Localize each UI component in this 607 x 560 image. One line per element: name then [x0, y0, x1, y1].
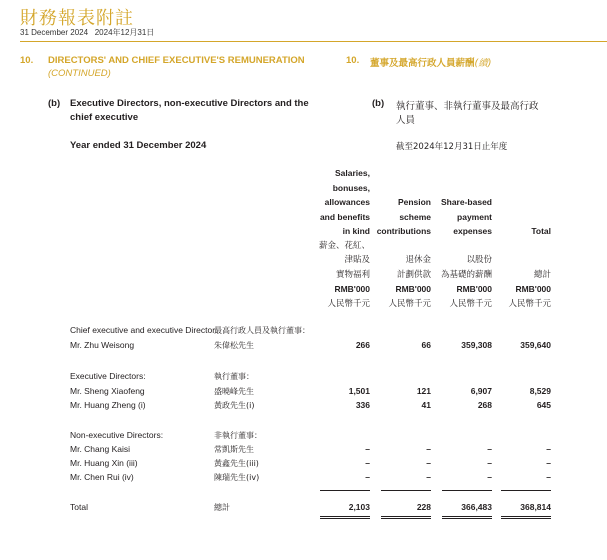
- subsection-title-zh-2: 人員: [396, 115, 416, 126]
- cell-share-based: –: [487, 458, 492, 468]
- col2-unit-en: RMB'000: [395, 284, 431, 294]
- total-pension: 228: [416, 502, 431, 512]
- row-name-en: Mr. Chang Kaisi: [70, 444, 130, 454]
- row-name-en: Mr. Huang Xin (iii): [70, 458, 138, 468]
- row-name-en: Mr. Zhu Weisong: [70, 340, 135, 350]
- cell-total: 359,640: [520, 340, 551, 350]
- col2-en-3: contributions: [376, 226, 431, 236]
- cell-pension: 41: [421, 400, 431, 410]
- report-date-en: 31 December 2024: [20, 28, 89, 37]
- subsection-title-en-1: Executive Directors, non-executive Directors and the: [70, 98, 309, 109]
- col1-en-3: allowances: [324, 197, 370, 207]
- section-number-en: 10.: [20, 55, 34, 66]
- col4-en-1: Total: [531, 226, 551, 236]
- cell-salaries: –: [365, 472, 370, 482]
- col3-en-1: Share-based: [440, 197, 492, 207]
- col3-en-3: expenses: [453, 226, 492, 236]
- section-continued-en: (CONTINUED): [48, 68, 111, 79]
- cell-total: 8,529: [529, 386, 551, 396]
- col1-zh-3: 實物福利: [335, 269, 370, 280]
- total-rule-bottom: [320, 516, 370, 517]
- row-name-zh: 黃鑫先生(iii): [214, 459, 259, 468]
- section-continued-zh: (續): [474, 58, 492, 69]
- cell-pension: 66: [421, 340, 431, 350]
- cell-share-based: –: [487, 472, 492, 482]
- col2-zh-1: 退休金: [405, 255, 431, 265]
- total-total: 368,814: [520, 502, 551, 512]
- col2-zh-2: 計劃供款: [396, 269, 431, 280]
- row-name-zh: 常凱斯先生: [214, 445, 254, 454]
- cell-pension: –: [426, 444, 431, 454]
- page-title: 財務報表附註: [20, 8, 134, 29]
- col4-unit-zh: 人民幣千元: [508, 298, 551, 309]
- period-en: Year ended 31 December 2024: [70, 140, 207, 151]
- cell-salaries: –: [365, 458, 370, 468]
- group-label-ceo-zh: 最高行政人員及執行董事：: [214, 326, 310, 335]
- col3-zh-1: 以股份: [466, 255, 492, 265]
- col1-en-4: and benefits: [319, 211, 370, 222]
- cell-pension: –: [426, 458, 431, 468]
- total-rule-bottom: [381, 518, 431, 519]
- col3-unit-en: RMB'000: [456, 284, 492, 294]
- cell-total: –: [546, 444, 551, 454]
- total-rule-bottom: [381, 516, 431, 517]
- group-label-exec-en: Executive Directors:: [70, 371, 146, 381]
- col2-en-2: scheme: [399, 211, 431, 222]
- section-title-en: DIRECTORS' AND CHIEF EXECUTIVE'S REMUNERATION: [48, 55, 305, 66]
- cell-salaries: 336: [355, 400, 370, 410]
- group-label-exec-zh: 執行董事：: [214, 372, 254, 381]
- cell-salaries: 266: [355, 340, 370, 350]
- total-rule-bottom: [501, 516, 551, 517]
- report-date: [20, 27, 154, 38]
- total-rule-top: [320, 490, 370, 491]
- cell-pension: –: [426, 472, 431, 482]
- col2-en-1: Pension: [397, 197, 431, 207]
- total-label-zh: 總計: [214, 503, 230, 512]
- total-rule-bottom: [442, 516, 492, 517]
- cell-salaries: –: [365, 444, 370, 454]
- cell-share-based: 6,907: [470, 386, 492, 396]
- total-rule-top: [442, 490, 492, 491]
- cell-share-based: 359,308: [461, 340, 492, 350]
- col2-unit-zh: 人民幣千元: [388, 298, 431, 309]
- col3-en-2: payment: [457, 211, 492, 222]
- col1-zh-2: 津貼及: [344, 255, 370, 265]
- col1-zh-1: 薪金、花紅、: [318, 240, 370, 251]
- total-label-en: Total: [70, 502, 88, 512]
- row-name-en: Mr. Chen Rui (iv): [70, 472, 134, 482]
- section-title-zh-text: 董事及最高行政人員薪酬: [370, 58, 475, 69]
- row-name-en: Mr. Huang Zheng (i): [70, 400, 146, 410]
- cell-total: –: [546, 458, 551, 468]
- col3-unit-zh: 人民幣千元: [449, 298, 492, 309]
- group-label-ceo-en: Chief executive and executive Director:: [70, 325, 218, 335]
- total-rule-bottom: [442, 518, 492, 519]
- cell-salaries: 1,501: [348, 386, 370, 396]
- cell-share-based: 268: [477, 400, 492, 410]
- row-name-zh: 盛曉峰先生: [214, 387, 254, 396]
- col1-unit-zh: 人民幣千元: [327, 298, 370, 309]
- col1-en-2: bonuses,: [332, 182, 370, 193]
- total-salaries: 2,103: [348, 502, 370, 512]
- total-rule-top: [501, 490, 551, 491]
- group-label-nonexec-en: Non-executive Directors:: [70, 430, 164, 440]
- total-rule-bottom: [320, 518, 370, 519]
- subsection-title-zh-1: 執行董事、非執行董事及最高行政: [396, 101, 539, 112]
- section-number-zh: 10.: [346, 55, 360, 66]
- column-header-total: [491, 224, 551, 311]
- col1-en-1: Salaries,: [335, 168, 370, 178]
- cell-total: 645: [536, 400, 551, 410]
- subsection-label-en: (b): [48, 98, 61, 109]
- column-header-share-based: [417, 195, 492, 311]
- section-title-zh: [370, 55, 491, 69]
- row-name-en: Mr. Sheng Xiaofeng: [70, 386, 145, 396]
- period-zh: 截至2024年12月31日止年度: [396, 142, 508, 152]
- subsection-title-en-2: chief executive: [70, 112, 139, 123]
- cell-pension: 121: [416, 386, 431, 396]
- row-name-zh: 朱偉松先生: [214, 341, 254, 350]
- cell-total: –: [546, 472, 551, 482]
- col4-unit-en: RMB'000: [515, 284, 551, 294]
- cell-share-based: –: [487, 444, 492, 454]
- row-name-zh: 黃政先生(i): [214, 401, 255, 410]
- header-rule: [20, 41, 607, 42]
- col3-zh-2: 為基礎的薪酬: [440, 269, 492, 280]
- total-share-based: 366,483: [461, 502, 492, 512]
- col4-zh-1: 總計: [533, 269, 551, 280]
- report-date-zh: 2024年12月31日: [94, 28, 155, 37]
- col1-unit-en: RMB'000: [334, 284, 370, 294]
- row-name-zh: 陳瑞先生(iv): [214, 473, 260, 482]
- column-header-salaries: [290, 166, 370, 311]
- group-label-nonexec-zh: 非執行董事：: [214, 431, 262, 440]
- total-rule-bottom: [501, 518, 551, 519]
- subsection-label-zh: (b): [372, 98, 385, 109]
- total-rule-top: [381, 490, 431, 491]
- col1-en-5: in kind: [342, 226, 370, 236]
